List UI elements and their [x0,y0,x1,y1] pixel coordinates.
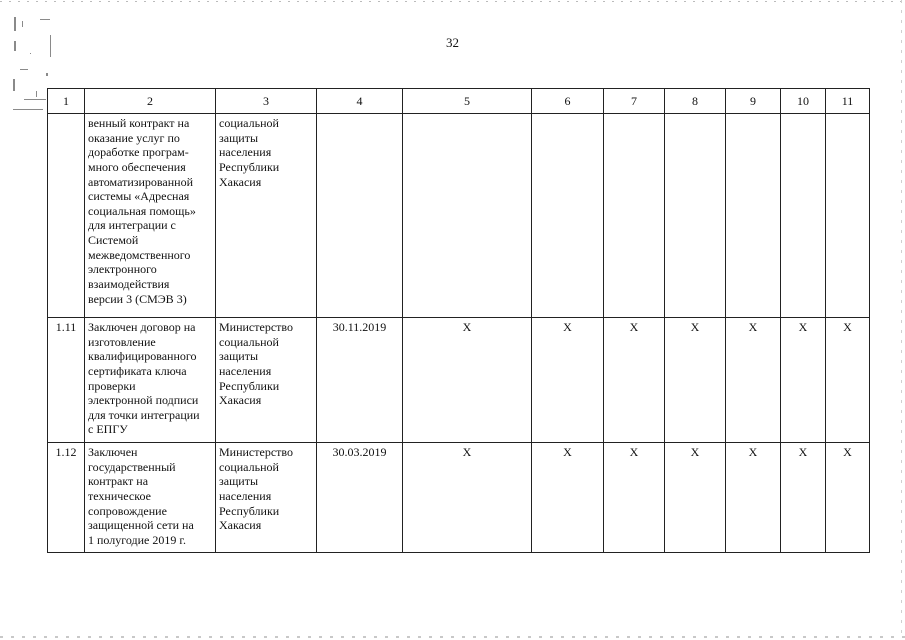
row-cell-5: X [403,443,532,553]
row-cell-11: X [826,318,870,443]
row-cell-6 [532,114,604,318]
row-cell-9: X [726,443,781,553]
column-header: 6 [532,89,604,114]
scan-edge-right [901,0,902,640]
column-header: 7 [604,89,665,114]
column-header: 8 [665,89,726,114]
row-cell-8: X [665,443,726,553]
row-cell-11: X [826,443,870,553]
column-header: 1 [48,89,85,114]
row-cell-5: X [403,318,532,443]
row-cell-6: X [532,318,604,443]
row-cell-9 [726,114,781,318]
row-cell-9: X [726,318,781,443]
row-date: 30.03.2019 [317,443,403,553]
row-executor: Министерство социальной защиты населения Республики Хакасия [216,318,317,443]
row-cell-7: X [604,318,665,443]
row-cell-7: X [604,443,665,553]
column-header: 11 [826,89,870,114]
row-number: 1.11 [48,318,85,443]
row-date: 30.11.2019 [317,318,403,443]
row-cell-6: X [532,443,604,553]
row-number: 1.12 [48,443,85,553]
report-table [47,88,870,553]
row-cell-11 [826,114,870,318]
table-row [48,114,870,318]
column-header: 3 [216,89,317,114]
table-header-row [48,89,870,114]
column-header: 2 [85,89,216,114]
row-cell-10: X [781,318,826,443]
column-header: 9 [726,89,781,114]
row-cell-10 [781,114,826,318]
row-cell-5 [403,114,532,318]
row-date [317,114,403,318]
row-cell-10: X [781,443,826,553]
column-header: 4 [317,89,403,114]
row-description: Заключен государственный контракт на техническое сопровождение защищенной сети на 1 полугодие 2019 г. [85,443,216,553]
scan-edge-bottom [0,636,905,638]
row-cell-8: X [665,318,726,443]
column-header: 10 [781,89,826,114]
row-cell-8 [665,114,726,318]
table-row [48,318,870,443]
row-number [48,114,85,318]
row-executor: Министерство социальной защиты населения Республики Хакасия [216,443,317,553]
scan-edge-top [0,1,905,2]
page-number: 32 [446,35,459,50]
row-executor: социальной защиты населения Республики Хакасия [216,114,317,318]
column-header: 5 [403,89,532,114]
row-description: Заключен договор на изготовление квалифицированного сертификата ключа проверки электронной подписи для точки интеграции с ЕПГУ [85,318,216,443]
row-description: венный контракт на оказание услуг по доработке програм- много обеспечения автоматизированной системы «Адресная социальная помощь» для интеграции с Системой межведомственного электронного взаимодействия версии 3 (СМЭВ 3) [85,114,216,318]
row-cell-7 [604,114,665,318]
table-row [48,443,870,553]
